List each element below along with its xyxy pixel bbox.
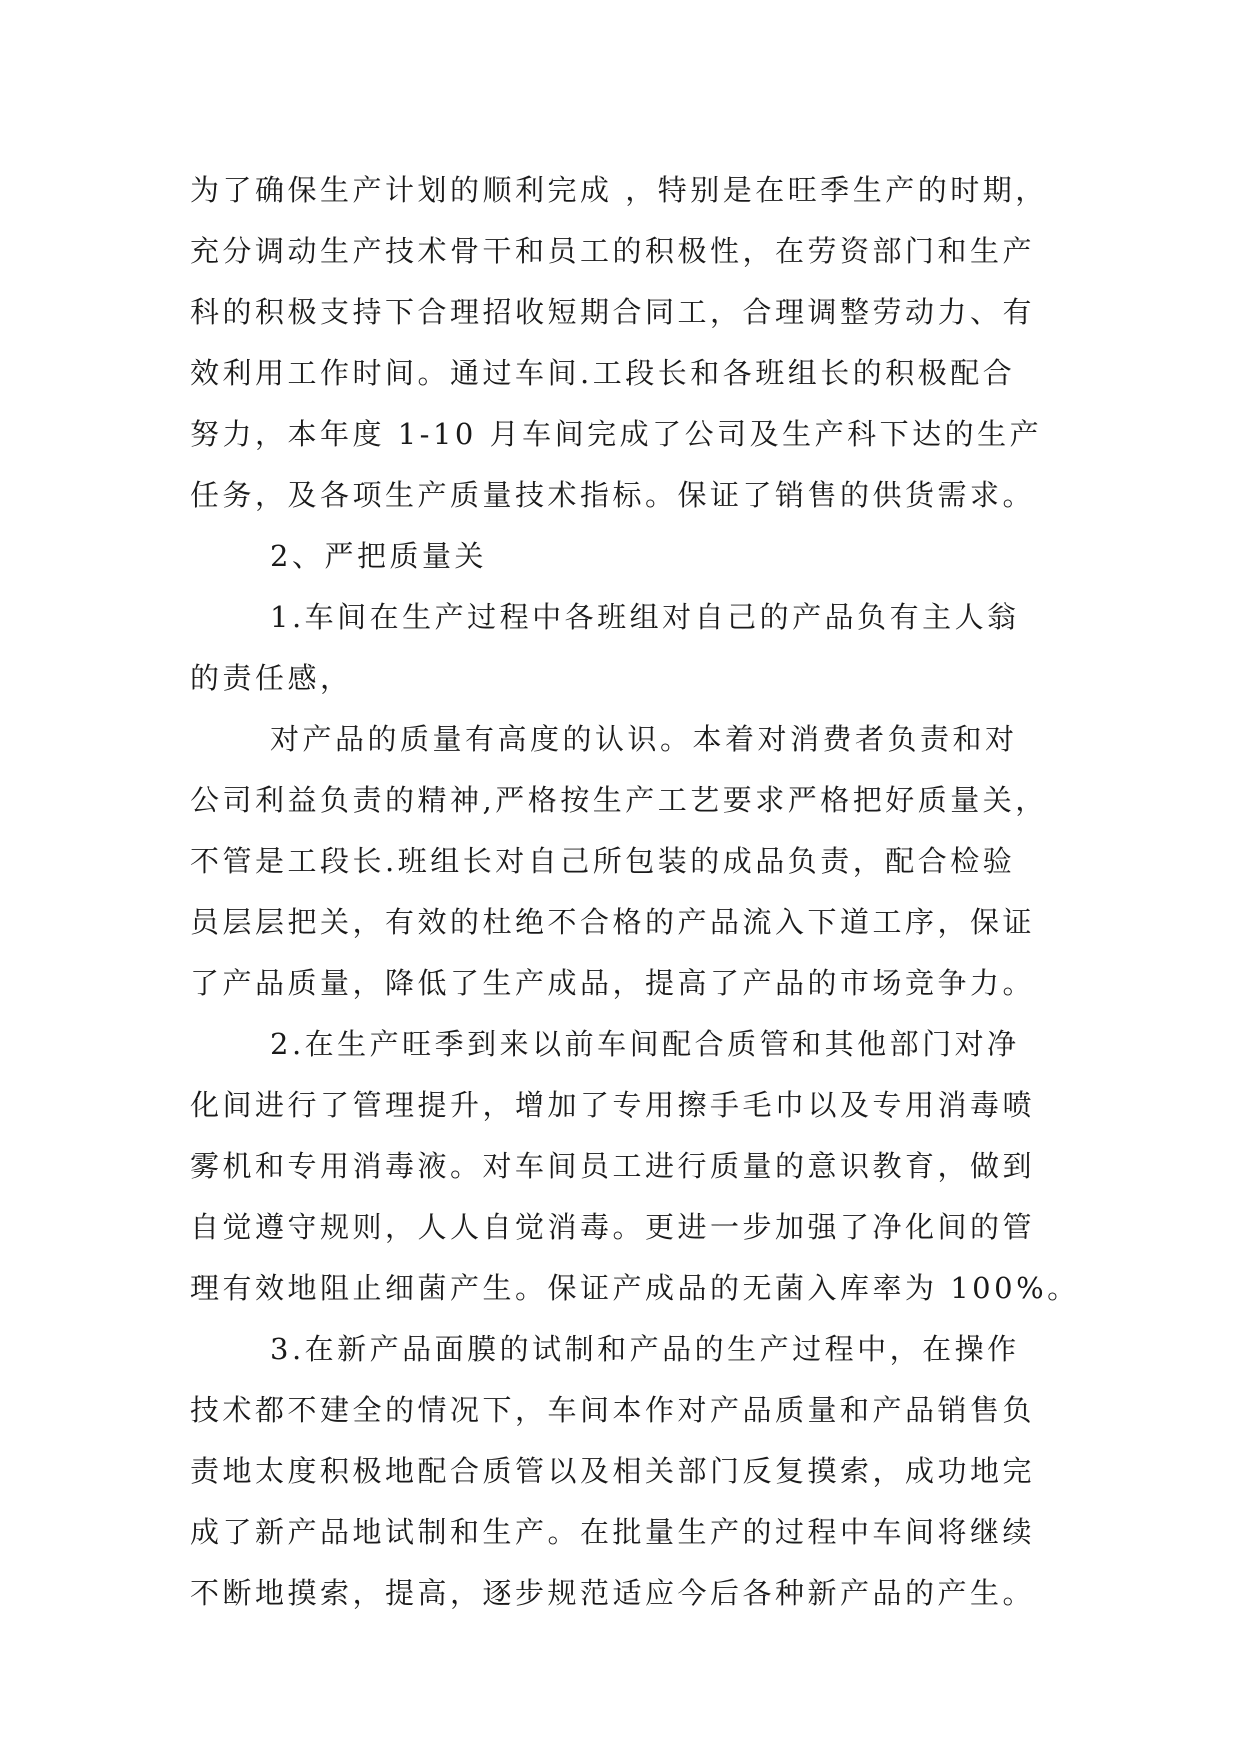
text-line: 3.在新产品面膜的试制和产品的生产过程中，在操作 — [270, 1332, 1020, 1366]
text-line: 的责任感， — [190, 661, 353, 695]
section-heading: 2、严把质量关 — [270, 539, 487, 573]
text-line: 化间进行了管理提升，增加了专用擦手毛巾以及专用消毒喷 — [190, 1088, 1036, 1122]
text-line: 雾机和专用消毒液。对车间员工进行质量的意识教育，做到 — [190, 1149, 1036, 1183]
text-line: 对产品的质量有高度的认识。本着对消费者负责和对 — [270, 722, 1018, 756]
text-line: 1.车间在生产过程中各班组对自己的产品负有主人翁 — [270, 600, 1020, 634]
text-line: 理有效地阻止细菌产生。保证产成品的无菌入库率为 100%。 — [190, 1271, 1080, 1305]
text-line: 任务，及各项生产质量技术指标。保证了销售的供货需求。 — [190, 478, 1036, 512]
text-line: 技术都不建全的情况下，车间本作对产品质量和产品销售负 — [190, 1393, 1036, 1427]
text-line: 成了新产品地试制和生产。在批量生产的过程中车间将继续 — [190, 1515, 1036, 1549]
text-line: 员层层把关，有效的杜绝不合格的产品流入下道工序，保证 — [190, 905, 1036, 939]
text-line: 不管是工段长.班组长对自己所包装的成品负责，配合检验 — [190, 844, 1016, 878]
text-line: 效利用工作时间。通过车间.工段长和各班组长的积极配合 — [190, 356, 1016, 390]
document-body — [190, 160, 1080, 1624]
text-line: 了产品质量，降低了生产成品，提高了产品的市场竞争力。 — [190, 966, 1036, 1000]
text-line: 2.在生产旺季到来以前车间配合质管和其他部门对净 — [270, 1027, 1020, 1061]
text-line: 为了确保生产计划的顺利完成 ，特别是在旺季生产的时期， — [190, 173, 1048, 207]
text-line: 公司利益负责的精神,严格按生产工艺要求严格把好质量关， — [190, 783, 1048, 817]
text-line: 充分调动生产技术骨干和员工的积极性，在劳资部门和生产 — [190, 234, 1036, 268]
text-line: 责地太度积极地配合质管以及相关部门反复摸索，成功地完 — [190, 1454, 1036, 1488]
text-line: 科的积极支持下合理招收短期合同工，合理调整劳动力、有 — [190, 295, 1036, 329]
text-line: 努力，本年度 1-10 月车间完成了公司及生产科下达的生产 — [190, 417, 1043, 451]
text-line: 不断地摸索，提高，逐步规范适应今后各种新产品的产生。 — [190, 1576, 1036, 1610]
text-line: 自觉遵守规则，人人自觉消毒。更进一步加强了净化间的管 — [190, 1210, 1036, 1244]
